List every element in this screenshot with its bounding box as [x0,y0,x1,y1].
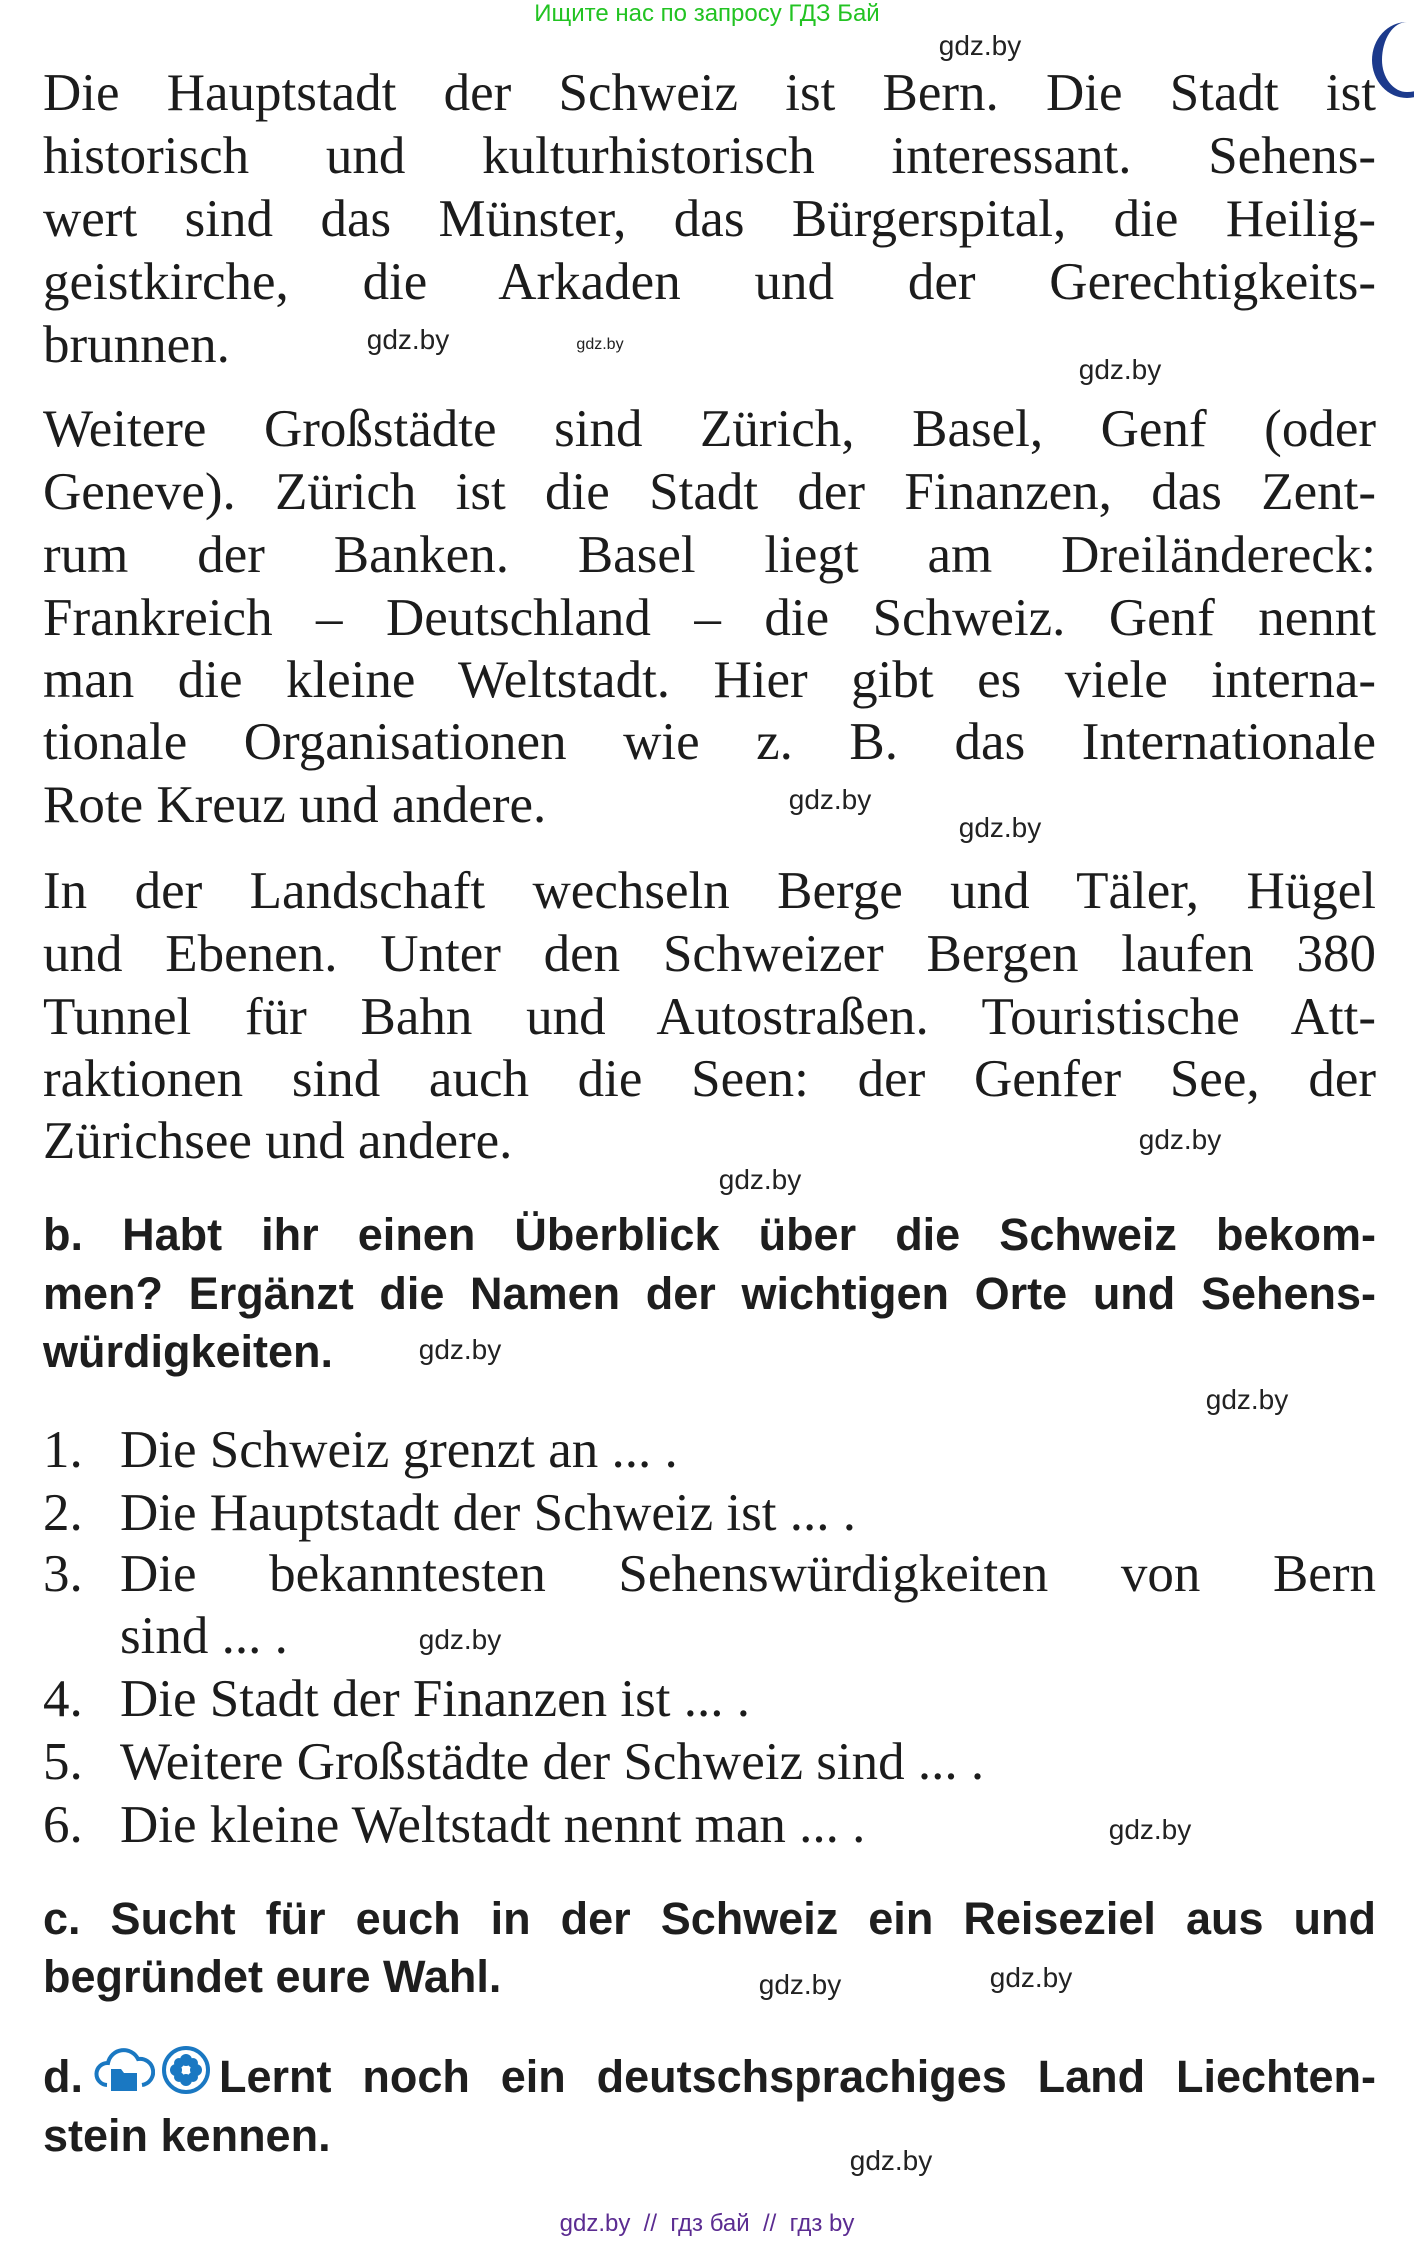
watermark: gdz.by [576,336,624,353]
text-line: raktionen sind auch die Seen: der Genfer See, der [43,1050,1376,1108]
text-line: In der Landschaft wechseln Berge und Täler, Hügel [43,862,1376,920]
list-number: 6. [43,1796,83,1854]
watermark: gdz.by [938,30,1022,61]
list-text: Weitere Großstädte der Schweiz sind ... . [120,1733,985,1791]
task-d-line: stein kennen. [43,2110,331,2161]
text-line: wert sind das Münster, das Bürgerspital, die Heilig- [43,190,1376,248]
task-d-text: Lernt noch ein deutschsprachiges Land Liechten- [219,2051,1376,2102]
list-text: Die kleine Weltstadt nennt man ... . [120,1796,866,1854]
text-line: tionale Organisationen wie z. B. das Internationale [43,713,1376,771]
list-item [43,1543,1376,1606]
text-line: brunnen. [43,316,230,374]
text-line: Frankreich – Deutschland – die Schweiz. Genf nennt [43,589,1376,647]
text-line: geistkirche, die Arkaden und der Gerechtigkeits- [43,253,1376,311]
page-corner-decoration [1372,22,1414,98]
task-b-line: men? Ergänzt die Namen der wichtigen Orte und Sehens- [43,1268,1376,1319]
text-line: rum der Banken. Basel liegt am Dreiländereck: [43,526,1376,584]
watermark: gdz.by [758,1969,842,2000]
cloud-folder-icon [93,2045,155,2109]
text-line: man die kleine Weltstadt. Hier gibt es viele interna- [43,651,1376,709]
task-d-line [43,2047,1376,2106]
watermark: gdz.by [958,812,1042,843]
list-item [43,1605,1376,1668]
text-line: historisch und kulturhistorisch interessant. Sehens- [43,127,1376,185]
text-line: Zürichsee und andere. [43,1112,513,1170]
list-item [43,1419,1376,1482]
list-text: Die Hauptstadt der Schweiz ist ... . [120,1484,856,1542]
task-c-line: begründet eure Wahl. [43,1951,502,2002]
list-item [43,1482,1376,1545]
list-number: 4. [43,1670,83,1728]
list-text: sind ... . [120,1607,288,1665]
list-text: Die Stadt der Finanzen ist ... . [120,1670,750,1728]
list-text: Die Schweiz grenzt an ... . [120,1421,678,1479]
list-item [43,1668,1376,1731]
watermark: gdz.by [1108,1814,1192,1845]
task-c-line: c. Sucht für euch in der Schweiz ein Reiseziel aus und [43,1893,1376,1944]
search-banner[interactable]: Ищите нас по запросу ГДЗ Бай [534,0,880,27]
watermark: gdz.by [788,784,872,815]
task-b-line: b. Habt ihr einen Überblick über die Schweiz bekom- [43,1209,1376,1260]
watermark: gdz.by [718,1164,802,1195]
text-line: Rote Kreuz und andere. [43,776,547,834]
text-line: und Ebenen. Unter den Schweizer Bergen laufen 380 [43,925,1376,983]
flower-icon [161,2045,211,2109]
text-line: Die Hauptstadt der Schweiz ist Bern. Die Stadt ist [43,64,1376,122]
watermark: gdz.by [989,1962,1073,1993]
watermark: gdz.by [366,324,450,355]
watermark: gdz.by [849,2145,933,2176]
watermark: gdz.by [1078,354,1162,385]
watermark: gdz.by [1205,1384,1289,1415]
watermark: gdz.by [418,1624,502,1655]
list-item [43,1731,1376,1794]
list-number: 2. [43,1484,83,1542]
list-number: 3. [43,1545,83,1603]
list-number: 5. [43,1733,83,1791]
text-line: Tunnel für Bahn und Autostraßen. Touristische Att- [43,988,1376,1046]
list-number: 1. [43,1421,83,1479]
watermark: gdz.by [418,1334,502,1365]
footer-links[interactable]: gdz.by // гдз бай // гдз by [559,2210,855,2237]
watermark: gdz.by [1138,1124,1222,1155]
task-d-prefix: d. [43,2051,83,2102]
task-b-line: würdigkeiten. [43,1326,334,1377]
text-line: Weitere Großstädte sind Zürich, Basel, Genf (oder [43,400,1376,458]
text-line: Geneve). Zürich ist die Stadt der Finanzen, das Zent- [43,463,1376,521]
list-text: Die bekanntesten Sehenswürdigkeiten von Bern [120,1545,1376,1603]
